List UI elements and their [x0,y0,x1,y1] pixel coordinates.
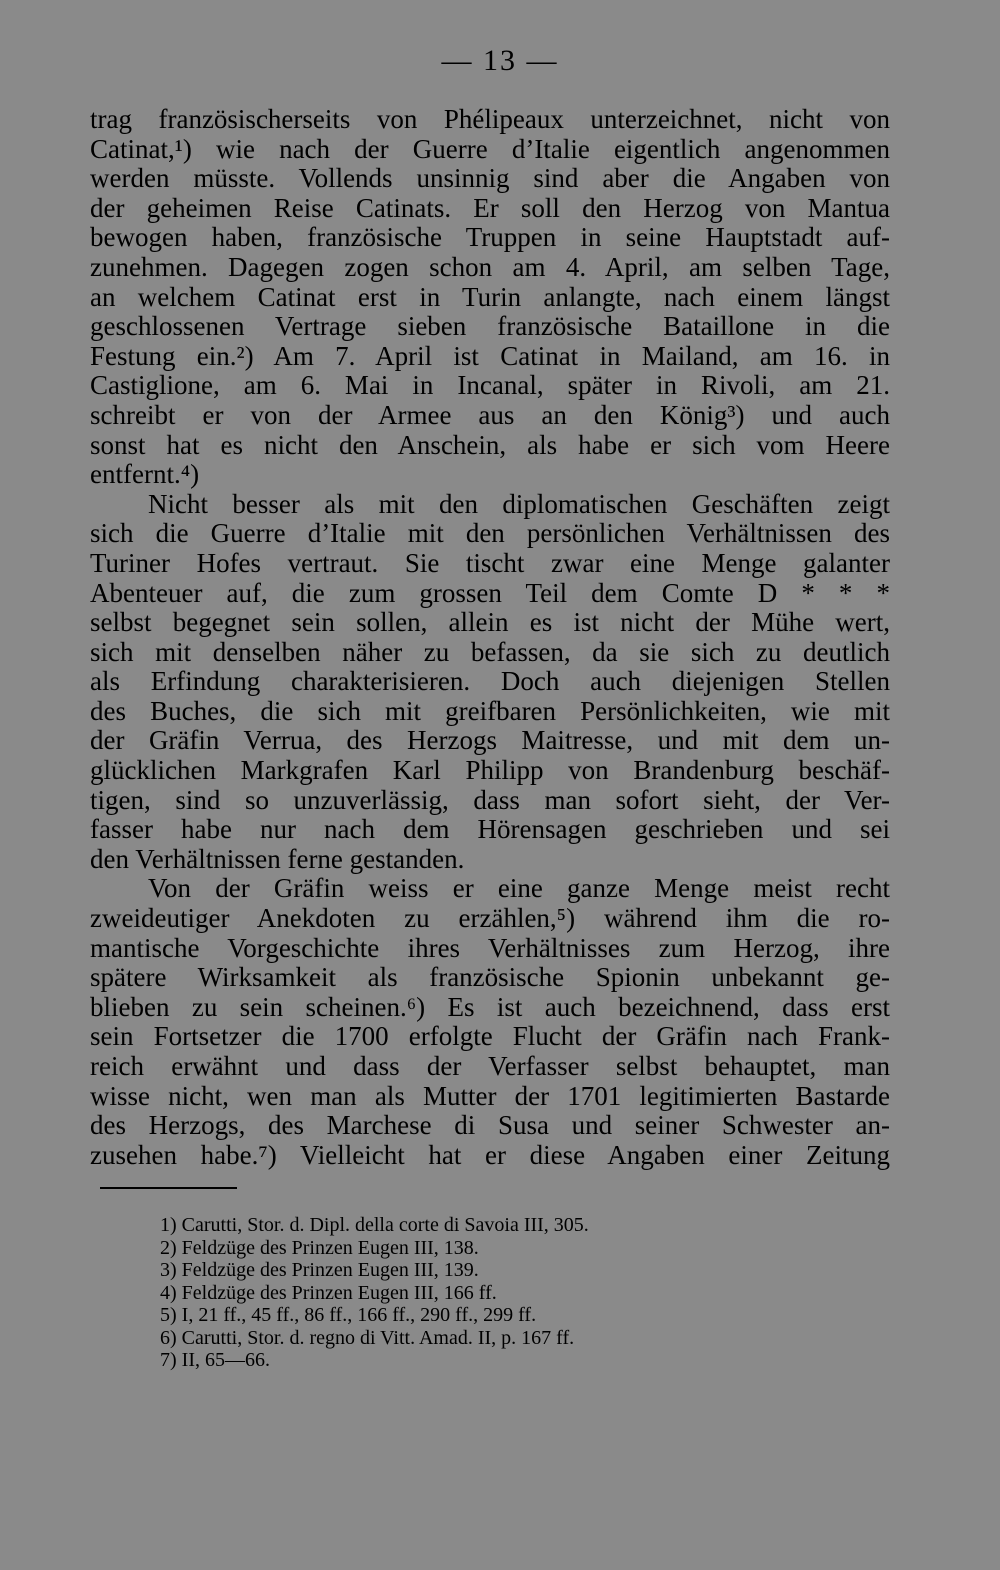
body-line: des Buches, die sich mit greifbaren Persönlichkeiten, wie mit [90,695,890,726]
body-line: spätere Wirksamkeit als französische Spionin unbekannt ge- [90,962,890,993]
body-line: sich mit denselben näher zu befassen, da sie sich zu deutlich [90,636,890,667]
body-line: blieben zu sein scheinen.⁶) Es ist auch bezeichnend, dass erst [90,991,890,1022]
body-line: reich erwähnt und dass der Verfasser selbst behauptet, man [90,1051,890,1081]
body-line: sich die Guerre d’Italie mit den persönlichen Verhältnissen des [90,518,890,549]
body-line: mantische Vorgeschichte ihres Verhältnisses zum Herzog, ihre [90,932,890,963]
body-line: glücklichen Markgrafen Karl Philipp von Brandenburg beschäf- [90,755,890,786]
footnote: 5) I, 21 ff., 45 ff., 86 ff., 166 ff., 290 ff., 299 ff. [160,1304,537,1326]
body-line: tigen, sind so unzuverlässig, dass man sofort sieht, der Ver- [90,784,890,815]
body-line: des Herzogs, des Marchese di Susa und seiner Schwester an- [90,1110,890,1141]
body-line: Abenteuer auf, die zum grossen Teil dem Comte D * * * [90,577,890,608]
body-line: Castiglione, am 6. Mai in Incanal, später in Rivoli, am 21. [90,370,890,401]
body-line: fasser habe nur nach dem Hörensagen geschrieben und sei [90,814,890,845]
body-line: Catinat,¹) wie nach der Guerre d’Italie eigentlich angenommen [90,133,890,164]
body-line: Festung ein.²) Am 7. April ist Catinat in Mailand, am 16. in [90,340,890,371]
body-text [90,105,890,1170]
body-line: schreibt er von der Armee aus an den König³) und auch [90,399,890,430]
body-line: an welchem Catinat erst in Turin anlangte, nach einem längst [90,281,890,312]
body-line: geschlossenen Vertrage sieben französische Bataillone in die [90,311,890,342]
footnote-separator [100,1187,237,1189]
paragraph-start-line: Nicht besser als mit den diplomatischen Geschäften zeigt [148,488,890,519]
footnote: 1) Carutti, Stor. d. Dipl. della corte di Savoia III, 305. [160,1214,589,1236]
body-line: selbst begegnet sein sollen, allein es ist nicht der Mühe wert, [90,607,890,638]
footnote: 7) II, 65—66. [160,1349,270,1371]
body-line: zunehmen. Dagegen zogen schon am 4. April, am selben Tage, [90,251,890,282]
footnote: 6) Carutti, Stor. d. regno di Vitt. Amad. II, p. 167 ff. [160,1326,575,1349]
footnotes [160,1214,780,1372]
body-line: der geheimen Reise Catinats. Er soll den Herzog von Mantua [90,192,890,223]
body-line: Turiner Hofes vertraut. Sie tischt zwar eine Menge galanter [90,547,890,578]
footnote: 2) Feldzüge des Prinzen Eugen III, 138. [160,1236,479,1259]
body-line: als Erfindung charakterisieren. Doch auch diejenigen Stellen [90,666,890,697]
body-line: bewogen haben, französische Truppen in seine Hauptstadt auf- [90,222,890,253]
body-line: sonst hat es nicht den Anschein, als habe er sich vom Heere [90,429,890,460]
body-line: den Verhältnissen ferne gestanden. [90,843,465,874]
paragraph-start-line: Von der Gräfin weiss er eine ganze Menge meist recht [148,873,890,904]
body-line: werden müsste. Vollends unsinnig sind aber die Angaben von [90,163,890,194]
body-line: wisse nicht, wen man als Mutter der 1701 legitimierten Bastarde [90,1080,890,1111]
body-line: trag französischerseits von Phélipeaux unterzeichnet, nicht von [90,104,890,134]
body-line: entfernt.⁴) [90,459,200,490]
footnote: 4) Feldzüge des Prinzen Eugen III, 166 ff. [160,1281,497,1304]
body-line: sein Fortsetzer die 1700 erfolgte Flucht der Gräfin nach Frank- [90,1021,890,1052]
page-number: — 13 — [441,44,559,77]
body-line: der Gräfin Verrua, des Herzogs Maitresse, und mit dem un- [90,725,890,756]
body-line: zweideutiger Anekdoten zu erzählen,⁵) während ihm die ro- [90,903,890,934]
body-line: zusehen habe.⁷) Vielleicht hat er diese Angaben einer Zeitung [90,1139,890,1170]
footnote: 3) Feldzüge des Prinzen Eugen III, 139. [160,1259,479,1281]
